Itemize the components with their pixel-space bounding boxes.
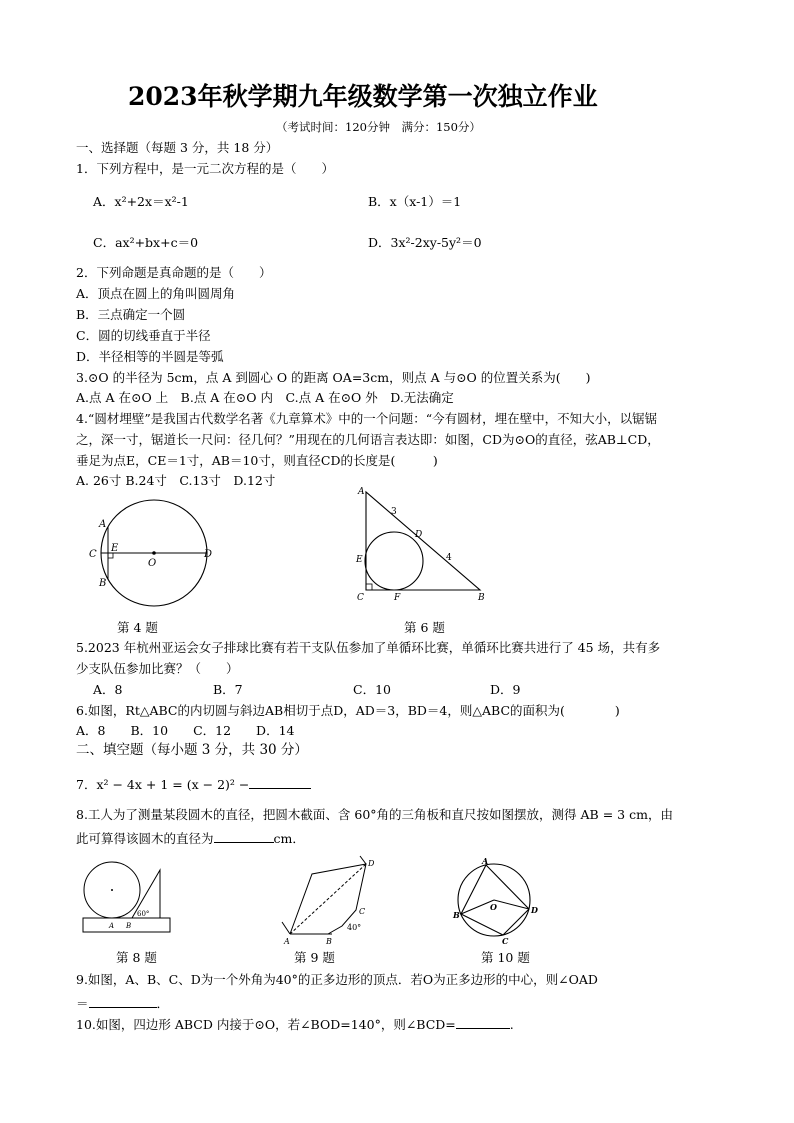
fig6-incircle — [365, 532, 423, 590]
figure-9 — [276, 852, 386, 944]
fig6-label-a: A — [358, 487, 365, 497]
fig10-label-b: B — [453, 910, 460, 920]
fig6-label-e: E — [356, 555, 363, 565]
fig6-label-f: F — [394, 593, 401, 603]
fig4-label-e: E — [111, 543, 119, 554]
q7-text: 7．x² − 4x + 1 = (x − 2)² − — [76, 777, 250, 792]
fig8-label-a: A — [109, 922, 115, 930]
fig8-center-point — [111, 889, 113, 891]
fig9-label-b: B — [326, 937, 332, 946]
fig8-angle: 60° — [137, 910, 150, 918]
figure-6 — [352, 486, 492, 606]
fig4-label-o: O — [148, 558, 157, 569]
q9-line-1: 9.如图，A、B、C、D为一个外角为40°的正多边形的顶点．若O为正多边形的中心，则∠OAD — [76, 972, 598, 987]
q5-line-2: 少支队伍参加比赛？（ ） — [76, 661, 239, 676]
fig6-length-ad: 3 — [391, 507, 397, 517]
q1-option-c: C．ax²+bx+c＝0 — [93, 235, 199, 250]
q2-option-a: A．顶点在圆上的角叫圆周角 — [76, 286, 236, 301]
fig6-triangle — [366, 492, 480, 590]
q7-line — [76, 776, 311, 792]
q3-options: A.点 A 在⊙O 上 B.点 A 在⊙O 内 C.点 A 在⊙O 外 D.无法确定 — [76, 390, 454, 405]
fig9-ext-left — [282, 922, 290, 934]
q2-option-c: C．圆的切线垂直于半径 — [76, 328, 211, 343]
fig8-caption: 第 8 题 — [116, 950, 157, 965]
q5-option-d: D．9 — [490, 682, 521, 697]
q4-line-2: 之，深一寸，锯道长一尺问：径几何？”用现在的几何语言表达即：如图，CD为⊙O的直径，弦AB⊥CD， — [76, 432, 660, 447]
q8-line-1: 8.工人为了测量某段圆木的直径，把圆木截面、含 60°角的三角板和直尺按如图摆放，测得 AB = 3 cm，由 — [76, 807, 673, 822]
q10-period: . — [509, 1017, 514, 1032]
q4-line-3: 垂足为点E，CE＝1寸，AB＝10寸，则直径CD的长度是( ) — [76, 453, 438, 468]
fig10-radius-od — [494, 900, 529, 909]
q6-options: A．8 B．10 C．12 D．14 — [76, 723, 295, 738]
q9-answer-blank[interactable] — [89, 995, 157, 1008]
q8-text: 此可算得该圆木的直径为 — [76, 831, 214, 846]
q8-unit: cm． — [273, 831, 305, 846]
q10-text: 10.如图，四边形 ABCD 内接于⊙O，若∠BOD=140°，则∠BCD= — [76, 1017, 456, 1032]
fig10-caption: 第 10 题 — [481, 950, 530, 965]
q2-option-b: B．三点确定一个圆 — [76, 307, 186, 322]
q2-stem: 2．下列命题是真命题的是（ ） — [76, 265, 272, 280]
section-choice-heading: 一、选择题（每题 3 分，共 18 分） — [76, 140, 279, 155]
section-fill-heading: 二、填空题（每小题 3 分，共 30 分） — [76, 742, 308, 758]
q1-option-b: B．x（x-1）＝1 — [368, 194, 462, 209]
q4-line-1: 4.“圆材埋壁”是我国古代数学名著《九章算术》中的一个问题：“今有圆材，埋在壁中，不知大小，以锯锯 — [76, 411, 658, 426]
q2-option-d: D．半径相等的半圆是等弧 — [76, 349, 224, 364]
fig6-caption: 第 6 题 — [404, 620, 445, 635]
fig6-label-d: D — [415, 530, 423, 540]
fig10-label-c: C — [502, 936, 509, 946]
fig9-ext-right — [360, 856, 366, 864]
figure-8 — [80, 852, 180, 942]
figure-10 — [452, 856, 542, 944]
fig4-label-b: B — [99, 578, 107, 589]
fig6-length-bd: 4 — [446, 553, 452, 563]
fig6-label-c: C — [357, 593, 364, 603]
q5-option-a: A．8 — [93, 682, 123, 697]
q8-answer-blank[interactable] — [214, 830, 274, 843]
q1-option-a: A．x²+2x＝x²-1 — [93, 194, 189, 209]
fig9-caption: 第 9 题 — [294, 950, 335, 965]
q1-stem: 1．下列方程中，是一元二次方程的是（ ） — [76, 161, 334, 176]
fig4-label-d: D — [204, 549, 213, 560]
fig9-label-c: C — [359, 907, 366, 916]
q5-option-c: C．10 — [353, 682, 391, 697]
q9-equals: ＝ — [76, 996, 89, 1011]
q8-line-2 — [76, 830, 305, 846]
fig8-label-b: B — [126, 922, 132, 930]
figure-4 — [86, 500, 226, 610]
q7-answer-blank[interactable] — [249, 776, 311, 789]
page-title: 2023年秋学期九年级数学第一次独立作业 — [128, 82, 598, 111]
q10-answer-blank[interactable] — [456, 1016, 510, 1029]
fig4-center-point — [152, 551, 156, 555]
q10-line — [76, 1016, 514, 1032]
fig4-label-c: C — [89, 549, 97, 560]
exam-info: （考试时间：120分钟 满分：150分） — [276, 120, 481, 134]
q1-option-d: D．3x²-2xy-5y²＝0 — [368, 235, 482, 250]
fig10-label-a: A — [482, 856, 489, 866]
fig6-right-angle — [366, 584, 372, 590]
fig10-label-o: O — [490, 902, 497, 912]
q9-line-2 — [76, 995, 169, 1011]
fig9-angle: 40° — [347, 923, 362, 932]
q5-option-b: B．7 — [213, 682, 243, 697]
fig9-label-d: D — [368, 859, 375, 868]
fig6-label-b: B — [478, 593, 485, 603]
q6-stem: 6.如图，Rt△ABC的内切圆与斜边AB相切于点D，AD＝3，BD＝4，则△ABC的面积为( ) — [76, 703, 620, 718]
q4-options: A. 26寸 B.24寸 C.13寸 D.12寸 — [76, 473, 276, 488]
q3-stem: 3.⊙O 的半径为 5cm，点 A 到圆心 O 的距离 OA=3cm，则点 A 与⊙O 的位置关系为( ) — [76, 370, 591, 385]
q9-period: ． — [156, 996, 170, 1011]
fig4-caption: 第 4 题 — [117, 620, 158, 635]
fig10-label-d: D — [531, 905, 538, 915]
fig4-label-a: A — [99, 519, 107, 530]
q5-line-1: 5.2023 年杭州亚运会女子排球比赛有若干支队伍参加了单循环比赛，单循环比赛共进行了 45 场，共有多 — [76, 640, 661, 655]
fig9-label-a: A — [284, 937, 290, 946]
